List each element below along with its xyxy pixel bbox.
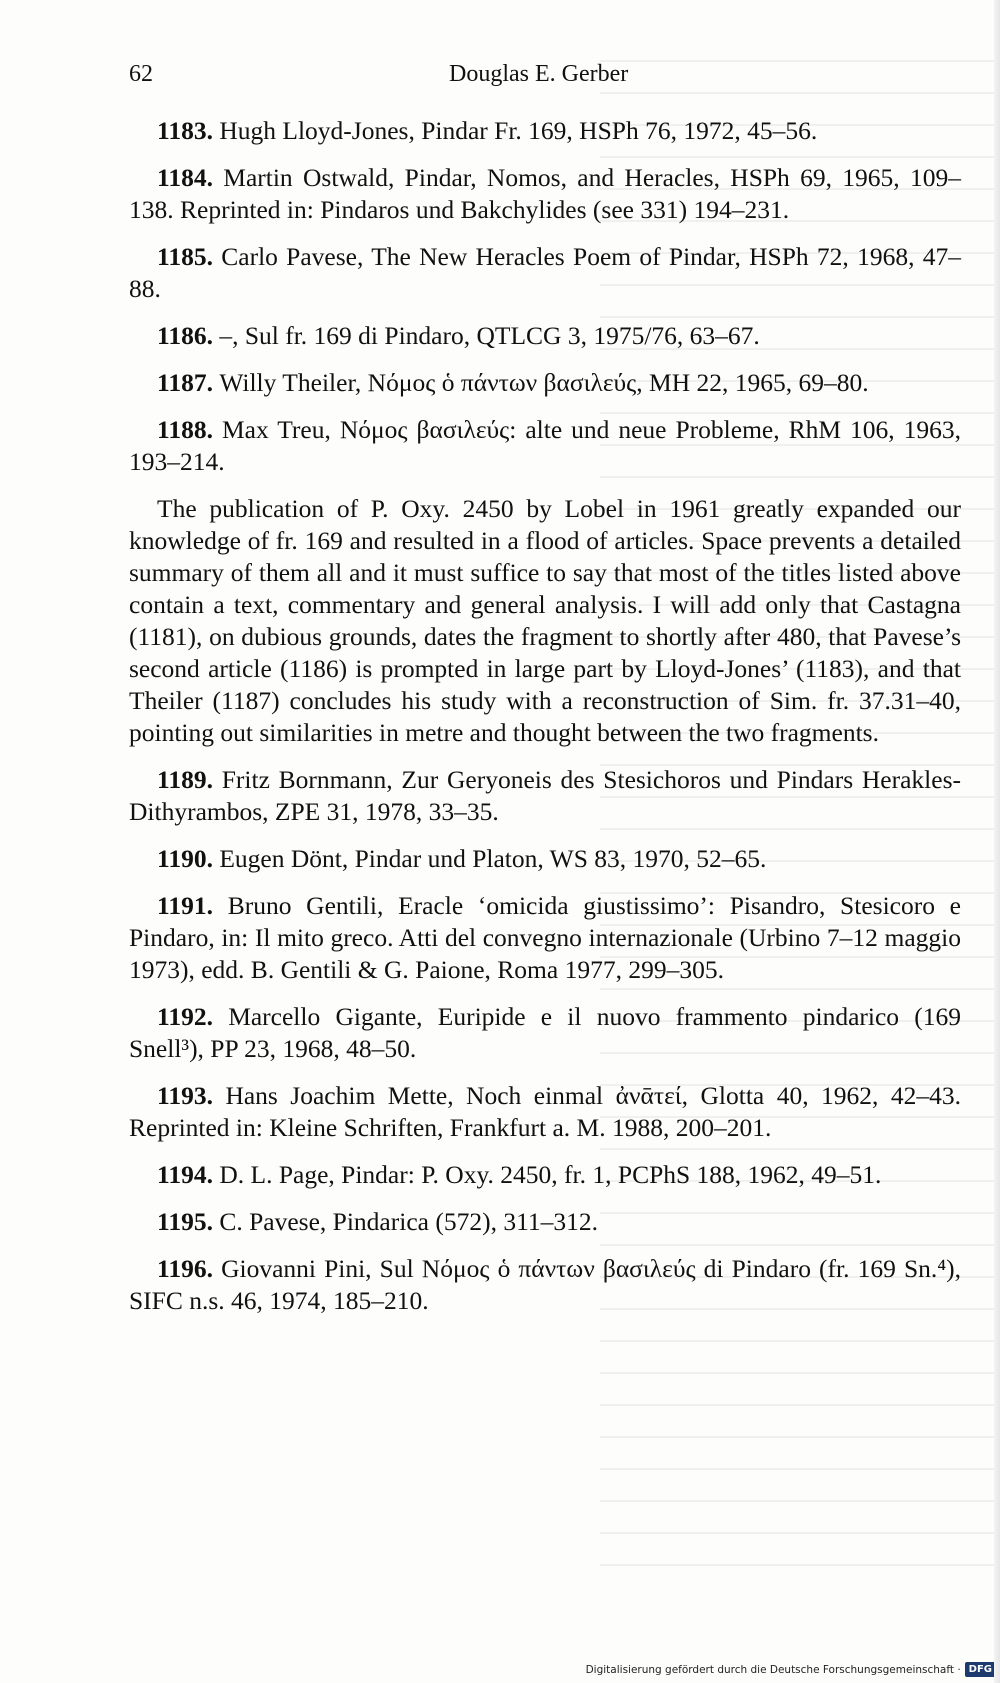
entry-number: 1185 . bbox=[157, 242, 221, 271]
bibliography-entry bbox=[129, 890, 961, 986]
bibliography-entry bbox=[129, 320, 961, 352]
running-head: Douglas E. Gerber bbox=[449, 61, 629, 87]
entry-number: 1188 . bbox=[157, 415, 222, 444]
entry-number: 1190 . bbox=[157, 844, 219, 873]
entry-text: D. L. Page, Pindar: P. Oxy. 2450, fr. 1, PCPhS 188, 1962, 49–51. bbox=[219, 1160, 882, 1189]
bibliography-entry bbox=[129, 764, 961, 828]
bibliography-entry bbox=[129, 241, 961, 305]
bibliography-entry bbox=[129, 1001, 961, 1065]
entry-text: Bruno Gentili, Eracle ‘omicida giustissimo’: Pisandro, Stesicoro e Pindaro, in: Il mito greco. Atti del convegno internazionale (Urbino 7–12 maggio 1973), edd. B. Gentili & G. Paione, Roma 1977, 299–305. bbox=[129, 891, 961, 984]
bibliography-entry bbox=[129, 843, 961, 875]
scan-edge bbox=[994, 0, 1000, 1683]
bibliography-entry bbox=[129, 1253, 961, 1317]
entry-text: Max Treu, Νόμος βασιλεύς: alte und neue Probleme, RhM 106, 1963, 193–214. bbox=[129, 415, 961, 476]
bibliography-entry bbox=[129, 1159, 961, 1191]
entry-text: Giovanni Pini, Sul Νόμος ὁ πάντων βασιλεύς di Pindaro (fr. 169 Sn.⁴), SIFC n.s. 46, 1974, 185–210. bbox=[129, 1254, 962, 1315]
entry-text: Carlo Pavese, The New Heracles Poem of Pindar, HSPh 72, 1968, 47–88. bbox=[129, 242, 961, 303]
entry-text: Hans Joachim Mette, Noch einmal ἀνᾱτεί, Glotta 40, 1962, 42–43. Reprinted in: Kleine Schriften, Frankfurt a. M. 1988, 200–201. bbox=[129, 1081, 962, 1142]
commentary-paragraph: The publication of P. Oxy. 2450 by Lobel in 1961 greatly expanded our knowledge of fr. 169 and resulted in a flood of articles. Space prevents a detailed summary of them all and it must suffice to say that most of the titles listed above contain a text, commentary and general analysis. I will add only that Castagna (1181), on dubious grounds, dates the fragment to shortly after 480, that Pavese’s second article (1186) is prompted in large part by Lloyd-Jones’ (1183), and that Theiler (1187) concludes his study with a reconstruction of Sim. fr. 37.31–40, pointing out similarities in metre and thought between the two fragments. bbox=[129, 494, 961, 747]
entry-text: –, Sul fr. 169 di Pindaro, QTLCG 3, 1975/76, 63–67. bbox=[219, 321, 760, 350]
entry-number: 1186 . bbox=[157, 321, 219, 350]
entry-number: 1195 . bbox=[157, 1207, 219, 1236]
bibliography-entry bbox=[129, 162, 961, 226]
bibliography-entry bbox=[129, 367, 961, 399]
dfg-logo: DFG bbox=[965, 1662, 996, 1677]
bibliography-entry bbox=[129, 1080, 961, 1144]
entry-text: Martin Ostwald, Pindar, Nomos, and Heracles, HSPh 69, 1965, 109–138. Reprinted in: Pindaros und Bakchylides (see 331) 194–231. bbox=[129, 163, 961, 224]
entry-number: 1189 . bbox=[157, 765, 222, 794]
page-header bbox=[129, 58, 961, 90]
entry-number: 1191 . bbox=[157, 891, 228, 920]
entry-number: 1196 . bbox=[157, 1254, 221, 1283]
bibliography-entry bbox=[129, 115, 961, 147]
footer-credit: Digitalisierung gefördert durch die Deutsche Forschungsgemeinschaft · bbox=[585, 1663, 961, 1676]
entry-text: Hugh Lloyd-Jones, Pindar Fr. 169, HSPh 76, 1972, 45–56. bbox=[219, 116, 818, 145]
digitization-footer bbox=[586, 1662, 996, 1677]
page-body bbox=[129, 115, 961, 1332]
entry-number: 1192 . bbox=[157, 1002, 228, 1031]
entry-number: 1187 . bbox=[157, 368, 219, 397]
entry-text: C. Pavese, Pindarica (572), 311–312. bbox=[219, 1207, 598, 1236]
entry-text: Fritz Bornmann, Zur Geryoneis des Stesichoros und Pindars Herakles-Dithyrambos, ZPE 31, 1978, 33–35. bbox=[129, 765, 962, 826]
entry-number: 1193 . bbox=[157, 1081, 225, 1110]
entry-number: 1183 . bbox=[157, 116, 219, 145]
entry-number: 1184 . bbox=[157, 163, 223, 192]
entry-text: Eugen Dönt, Pindar und Platon, WS 83, 1970, 52–65. bbox=[219, 844, 767, 873]
bibliography-entry bbox=[129, 1206, 961, 1238]
bibliography-entry bbox=[129, 414, 961, 478]
page-number: 62 bbox=[129, 61, 153, 87]
entry-number: 1194 . bbox=[157, 1160, 219, 1189]
bibliography-list-b bbox=[129, 764, 961, 1317]
bibliography-list-a bbox=[129, 115, 961, 478]
entry-text: Willy Theiler, Νόμος ὁ πάντων βασιλεύς, MH 22, 1965, 69–80. bbox=[219, 368, 869, 397]
entry-text: Marcello Gigante, Euripide e il nuovo frammento pindarico (169 Snell³), PP 23, 1968, 48–50. bbox=[129, 1002, 962, 1063]
